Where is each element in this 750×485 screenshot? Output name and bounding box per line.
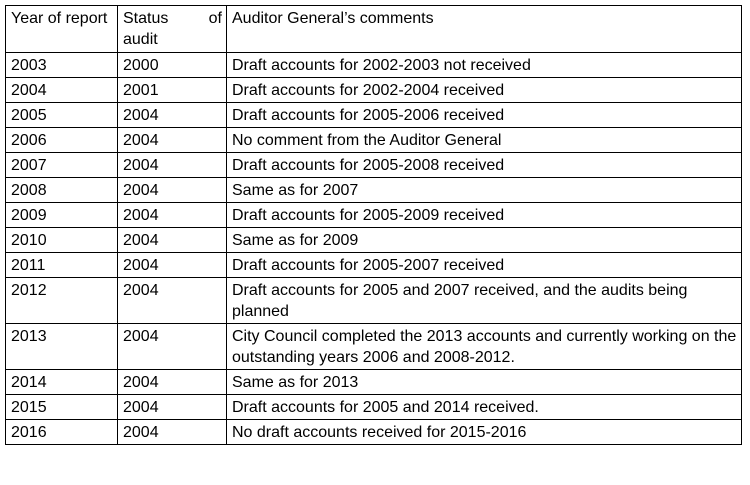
cell-status: 2004	[118, 228, 227, 253]
cell-year: 2014	[6, 370, 118, 395]
cell-year: 2016	[6, 420, 118, 445]
cell-year: 2004	[6, 78, 118, 103]
table-row	[6, 153, 742, 178]
cell-comment: Draft accounts for 2005 and 2014 received.	[227, 395, 742, 420]
cell-year: 2006	[6, 128, 118, 153]
table-row	[6, 178, 742, 203]
cell-status: 2004	[118, 203, 227, 228]
cell-status: 2004	[118, 253, 227, 278]
table-row	[6, 324, 742, 370]
header-auditor-comments: Auditor General’s comments	[227, 6, 742, 53]
header-row	[6, 6, 742, 53]
table-row	[6, 228, 742, 253]
cell-status: 2004	[118, 370, 227, 395]
table-header	[6, 6, 742, 53]
cell-status: 2004	[118, 420, 227, 445]
cell-year: 2012	[6, 278, 118, 324]
cell-year: 2003	[6, 53, 118, 78]
cell-comment: Draft accounts for 2005-2009 received	[227, 203, 742, 228]
cell-year: 2013	[6, 324, 118, 370]
cell-year: 2007	[6, 153, 118, 178]
cell-comment: Draft accounts for 2002-2003 not received	[227, 53, 742, 78]
table-row	[6, 253, 742, 278]
cell-status: 2004	[118, 278, 227, 324]
cell-comment: Same as for 2013	[227, 370, 742, 395]
cell-year: 2008	[6, 178, 118, 203]
cell-status: 2004	[118, 103, 227, 128]
cell-year: 2011	[6, 253, 118, 278]
table-row	[6, 370, 742, 395]
table-row	[6, 395, 742, 420]
cell-status: 2004	[118, 178, 227, 203]
cell-status: 2004	[118, 324, 227, 370]
cell-comment: Draft accounts for 2005 and 2007 received, and the audits being planned	[227, 278, 742, 324]
cell-year: 2005	[6, 103, 118, 128]
table-row	[6, 278, 742, 324]
audit-status-table	[5, 5, 742, 445]
cell-comment: Draft accounts for 2005-2007 received	[227, 253, 742, 278]
cell-status: 2004	[118, 395, 227, 420]
cell-status: 2001	[118, 78, 227, 103]
cell-comment: Draft accounts for 2005-2008 received	[227, 153, 742, 178]
table-row	[6, 128, 742, 153]
cell-comment: Same as for 2007	[227, 178, 742, 203]
table-row	[6, 203, 742, 228]
header-year-of-report: Year of report	[6, 6, 118, 53]
cell-status: 2004	[118, 128, 227, 153]
table-row	[6, 78, 742, 103]
cell-year: 2015	[6, 395, 118, 420]
cell-status: 2004	[118, 153, 227, 178]
cell-comment: Draft accounts for 2005-2006 received	[227, 103, 742, 128]
cell-comment: Same as for 2009	[227, 228, 742, 253]
cell-year: 2009	[6, 203, 118, 228]
cell-comment: No comment from the Auditor General	[227, 128, 742, 153]
table-row	[6, 420, 742, 445]
audit-table-container	[5, 5, 742, 445]
table-row	[6, 103, 742, 128]
cell-comment: Draft accounts for 2002-2004 received	[227, 78, 742, 103]
table-row	[6, 53, 742, 78]
header-status-of-audit: Status of audit	[118, 6, 227, 53]
cell-status: 2000	[118, 53, 227, 78]
table-body	[6, 53, 742, 445]
cell-year: 2010	[6, 228, 118, 253]
cell-comment: City Council completed the 2013 accounts and currently working on the outstanding years 2006 and 2008-2012.	[227, 324, 742, 370]
cell-comment: No draft accounts received for 2015-2016	[227, 420, 742, 445]
